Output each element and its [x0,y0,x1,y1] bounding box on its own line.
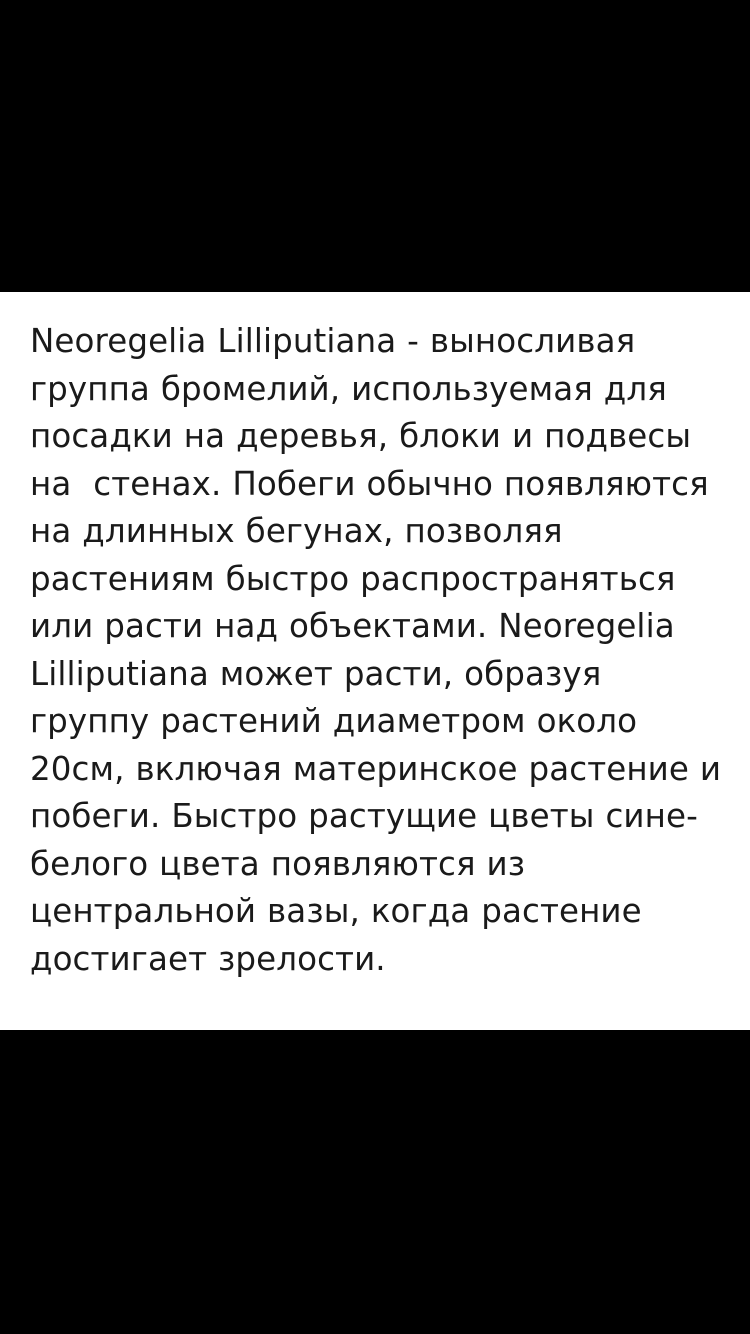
top-letterbox-bar [0,0,750,292]
description-paragraph: Neoregelia Lilliputiana - выносливая группа бромелий, используемая для посадки на деревья, блоки и подвесы на стенах. Побеги обычно появляются на длинных бегунах, позволяя растениям быстро распространяться или расти над объектами. Neoregelia Lilliputiana может расти, образуя группу растений диаметром около 20см, включая материнское растение и побеги. Быстро растущие цветы сине-белого цвета появляются из центральной вазы, когда растение достигает зрелости. [30,322,733,978]
text-card [0,292,750,1030]
bottom-letterbox-bar [0,1030,750,1334]
